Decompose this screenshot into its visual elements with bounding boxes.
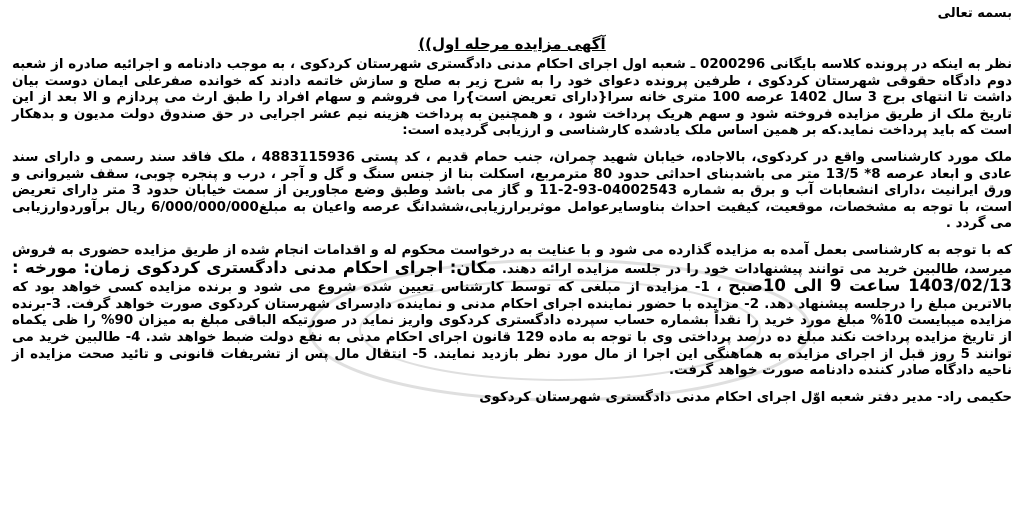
property-paragraph: ملک مورد کارشناسی واقع در کردکوی، بالاجاده، خیابان شهید چمران، جنب حمام قدیم ، کد پستی 4883115936 ، ملک فاقد سند رسمی و دارای سند عادی و ابعاد عرصه 8* 13/5 متر می باشدبنای احداثی حدود 80 مترمربع، اسکلت بنا از جنس سنگ و گل و آجر ، درب و پنجره چوبی، سقف شیروانی و ورق ایرانیت ،دارای انشعابات آب و برق به شماره 04002543-93-2-11 و گاز می باشد وطبق وضع مجاورین از سمت خیابان حدود 3 متر دارای تعریض است، با توجه به مشخصات، موقعیت، کیفیت احداث بناوسایرعوامل موثربرارزیابی،ششدانگ عرصه واعیان به مبلغ6/000/000/000 ریال برآوردوارزیابی می گردد . bbox=[12, 149, 1013, 232]
notice-title: آگهی مزایده مرحله اول)) bbox=[418, 35, 606, 53]
auction-time-place: مکان: اجرای احکام مدنی دادگستری کردکوی زمان: مورخه : 1403/02/13 ساعت 9 الی 10صبح bbox=[12, 257, 1012, 296]
intro-paragraph: نظر به اینکه در پرونده کلاسه بایگانی 0200296 ـ شعبه اول اجرای احکام مدنی دادگستری شهرستان کردکوی ، به موجب دادنامه و اجرائیه صادره از شعبه دوم دادگاه حقوقی شهرستان کردکوی ، طرفین پرونده دعوای خود را به شرح زیر به صلح و سازش خاتمه دادند که خوانده صفرعلی ایمان دوست بیان داشت تا انتهای برج 3 سال 1402 عرصه 100 متری خانه سرا{دارای تعریض است}را می فروشم و سهام افراد را طبق ارث می پردازم و الا بعد از این تاریخ ملک از طریق مزایده فروخته شود و سهم هریک پرداخت شود ، و همچنین به پرداخت هزینه نیم عشر اجرایی در حق صندوق دولت مدیون و بدهکار است که باید پرداخت نماید.که بر همین اساس ملک یادشده کارشناسی و ارزیابی گردیده است: bbox=[12, 57, 1012, 139]
terms-conditions: ، 1- مزایده از مبلغی که توسط کارشناس تعیین شده شروع می شود و برنده مزایده کسی خواهد بود که بالاترین مبلغ را درجلسه پیشنهاد دهد. 2- مزایده با حضور نماینده اجرای احکام مدنی و نماینده دادسرای شهرستان کردکوی صورت خواهد گرفت. 3-برنده مزایده میبایست 10% مبلغ مورد خرید را نقداً بشماره حساب سپرده دادگستری کردکوی واریز نماید در صورتیکه الباقی مبلغ به میزان 90% را ظی یکماه از تاریخ مزایده پرداخت نکند مبلغ ده درصد پرداختی وی با توجه به ماده 129 قانون اجرای احکام مدنی به نفع دولت ضبط خواهد شد. 4- طالبین خرید می توانند 5 روز قبل از اجرای مزایده به هماهنگی این اجرا از مال مورد نظر بازدید نمایند. 5- انتقال مال پس از تشریفات قانونی و تائید صحت مزایده از ناحیه دادگاه صادر کننده دادنامه صورت خواهد گرفت. bbox=[12, 280, 1013, 379]
terms-paragraph bbox=[12, 243, 1012, 380]
signature-office: شعبه اوّل اجرای احکام مدنی دادگستری شهرستان کردکوی bbox=[479, 389, 865, 405]
signature-name: حکیمی راد- مدیر دفتر bbox=[869, 389, 1012, 405]
terms-lead: که با توجه به کارشناسی بعمل آمده به مزایده گذارده می شود و با عنایت به درخواست محکوم له و اقدامات انجام شده از طریق مزایده حضوری به فروش میرسد، طالبین خرید می توانند پیشنهادات خود را در جلسه مزایده ارائه دهند. bbox=[12, 242, 1013, 277]
signature-block bbox=[12, 390, 1012, 405]
bismillah-heading: بسمه تعالی bbox=[937, 6, 1012, 21]
